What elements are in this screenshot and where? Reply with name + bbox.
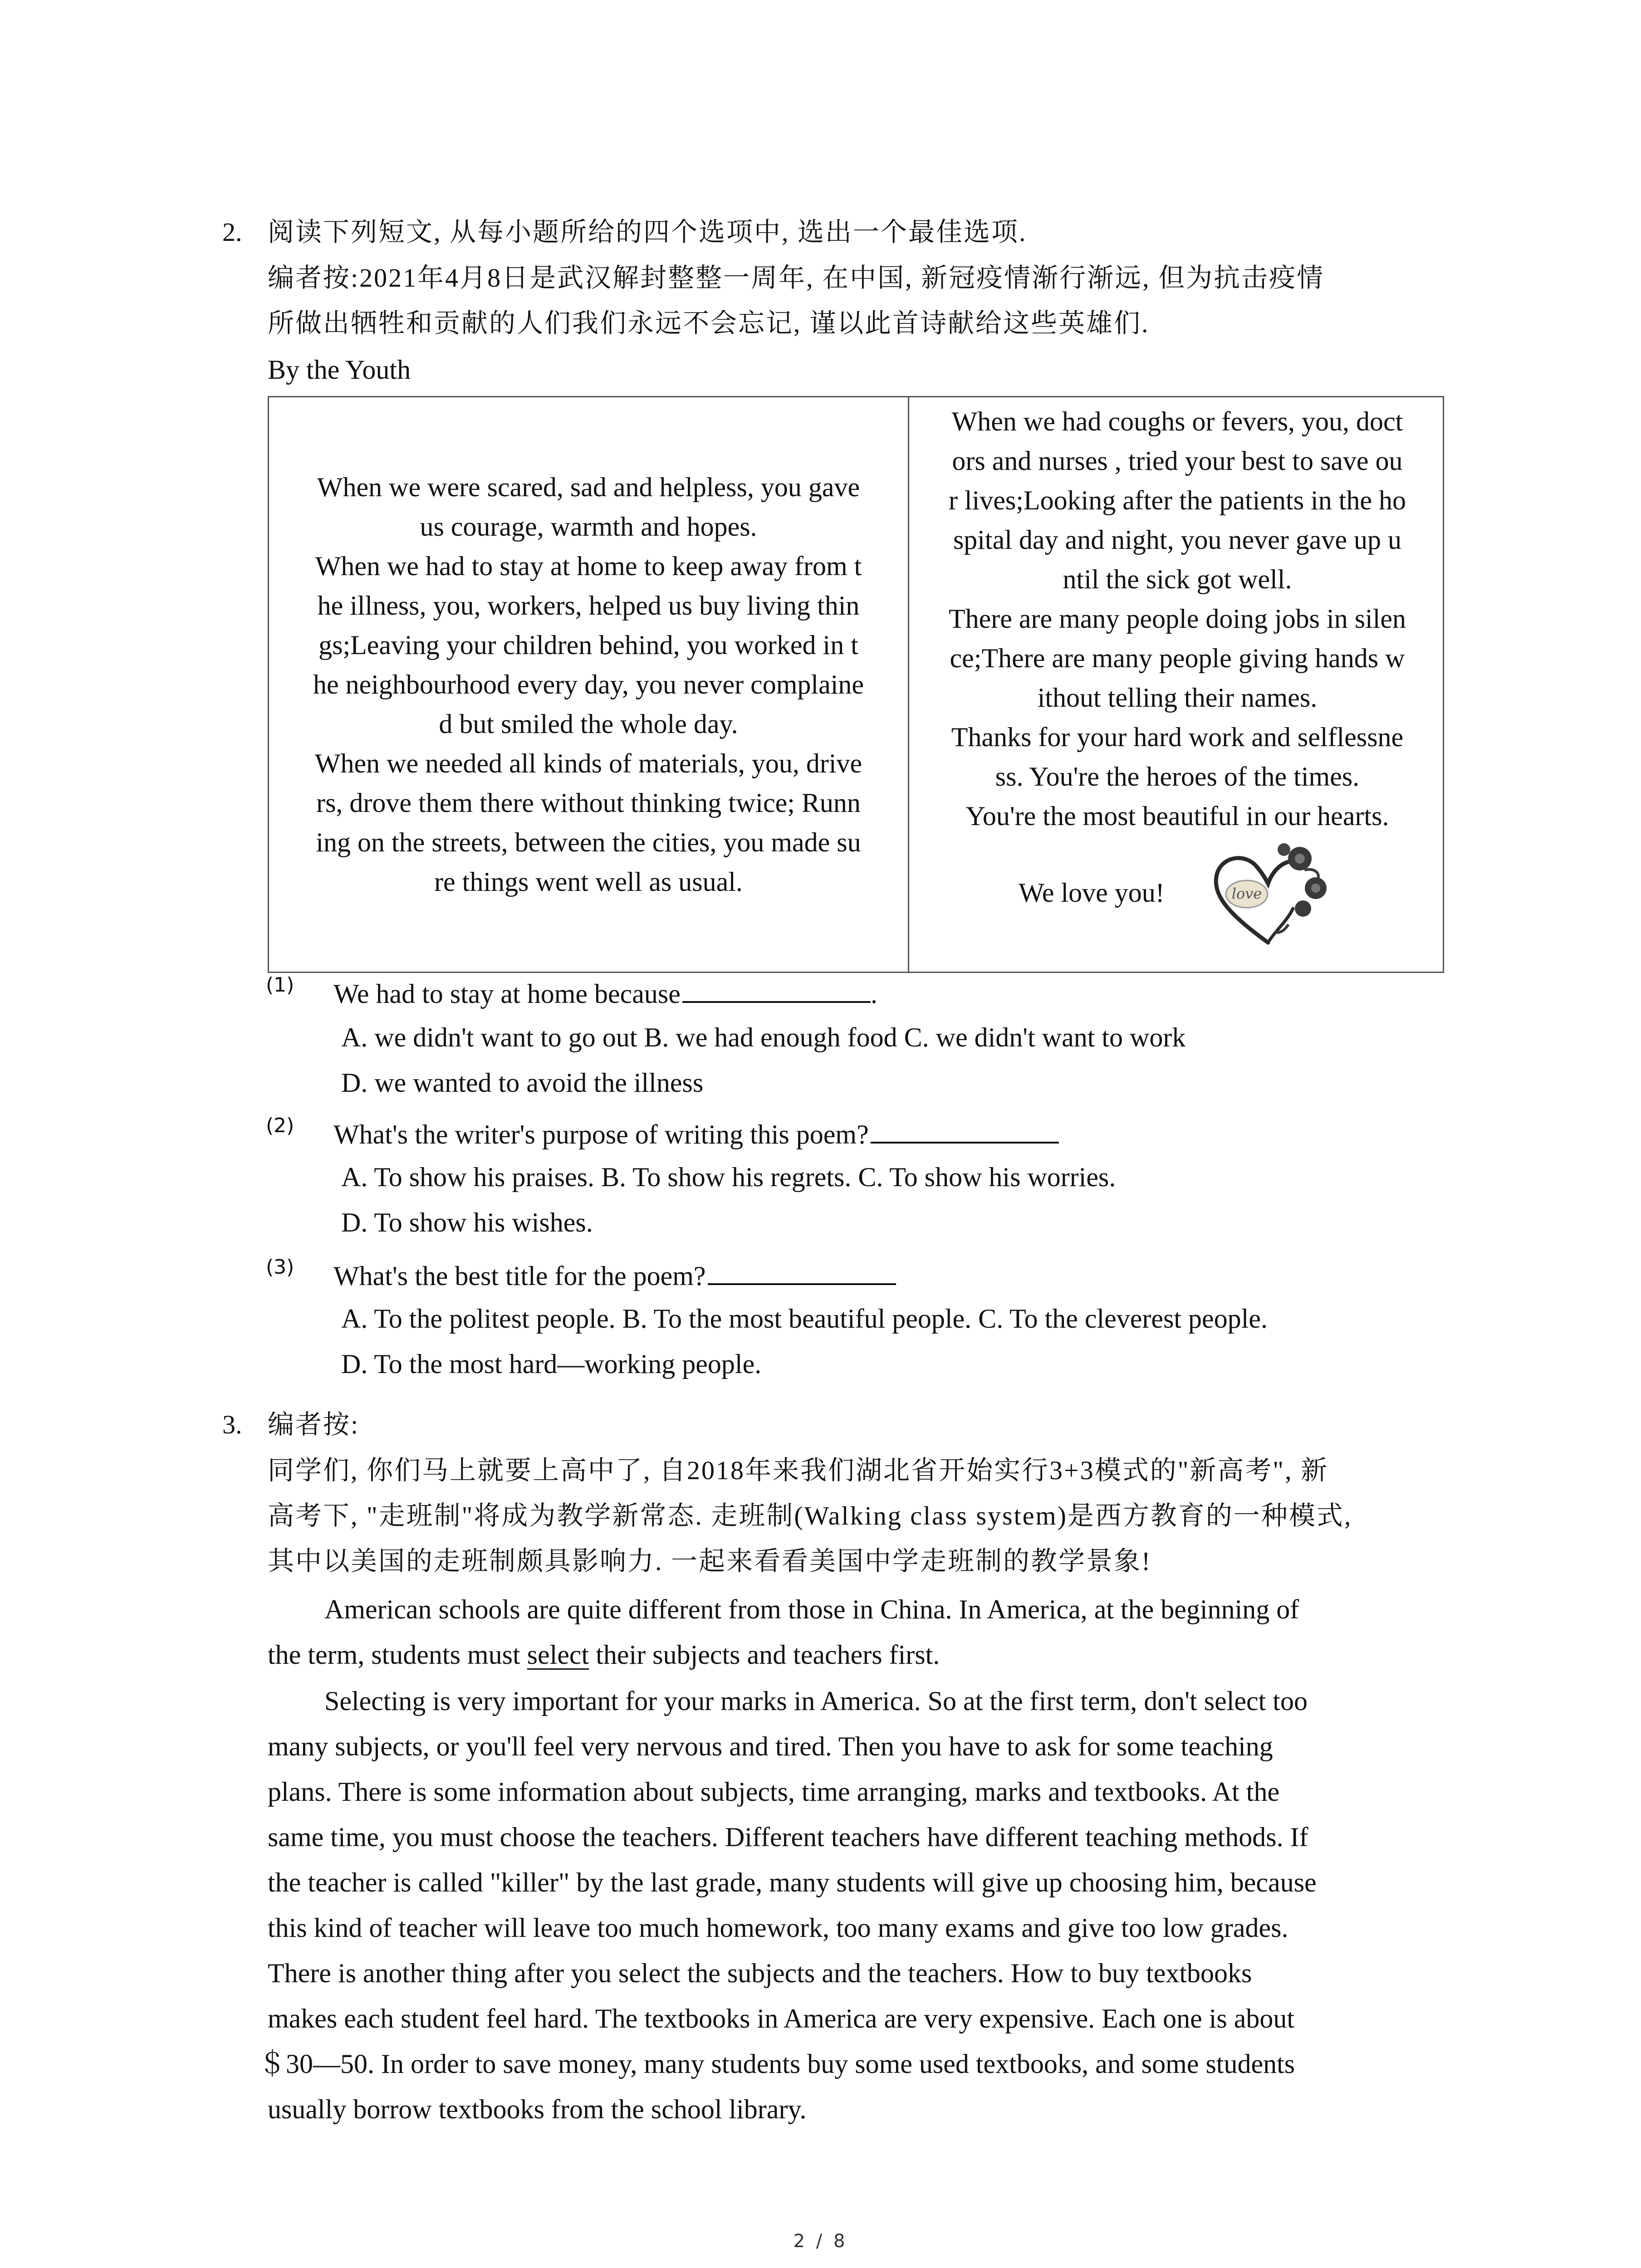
underlined-word-select: select <box>527 1640 589 1670</box>
poem-right-column <box>918 402 1436 836</box>
question-number: (3) <box>266 1256 294 1279</box>
poem-line: he illness, you, workers, helped us buy living thin <box>317 590 860 621</box>
passage-p2-line: makes each student feel hard. The textbooks in America are very expensive. Each one is about <box>268 2004 1295 2033</box>
editor-note-line-1: 编者按:2021年4月8日是武汉解封整整一周年, 在中国, 新冠疫情渐行渐远, 但为抗击疫情 <box>268 263 1325 293</box>
love-heart-icon <box>1207 841 1329 952</box>
passage-p2-line: There is another thing after you select the subjects and the teachers. How to buy textbooks <box>268 1958 1252 1988</box>
options-row: D. To show his wishes. <box>341 1207 593 1237</box>
poem-line: re things went well as usual. <box>434 866 743 897</box>
passage-p2-line: the teacher is called "killer" by the last grade, many students will give up choosing him, because <box>268 1867 1317 1897</box>
poem-line: Thanks for your hard work and selflessne <box>951 722 1404 752</box>
question-stem-text: We had to stay at home because <box>333 979 681 1009</box>
passage-text: the term, students must <box>268 1640 527 1670</box>
poem-line: he neighbourhood every day, you never complaine <box>313 669 864 699</box>
poem-line: ss. You're the heroes of the times. <box>995 762 1360 792</box>
question-3-note-line: 其中以美国的走班制颇具影响力. 一起来看看美国中学走班制的教学景象! <box>268 1546 1152 1576</box>
question-2-number: 2. <box>222 217 242 247</box>
answer-blank[interactable] <box>682 978 871 1003</box>
poem-line: ors and nurses , tried your best to save ou <box>952 446 1403 476</box>
question-2-instruction: 阅读下列短文, 从每小题所给的四个选项中, 选出一个最佳选项. <box>268 217 1027 247</box>
question-stem <box>333 1118 1059 1148</box>
poem-line: gs;Leaving your children behind, you worked in t <box>318 630 858 660</box>
poem-line: When we had to stay at home to keep away from t <box>315 551 862 581</box>
poem-line: d but smiled the whole day. <box>439 709 738 739</box>
passage-p2-line: usually borrow textbooks from the school library. <box>268 2094 807 2124</box>
question-number: (1) <box>266 973 294 997</box>
question-number: (2) <box>266 1114 294 1137</box>
passage-p2-line: same time, you must choose the teachers. Different teachers have different teaching methods. If <box>268 1822 1308 1852</box>
poem-line: us courage, warmth and hopes. <box>420 511 757 542</box>
poem-author: By the Youth <box>268 355 411 385</box>
editor-note-line-2: 所做出牺牲和贡献的人们我们永远不会忘记, 谨以此首诗献给这些英雄们. <box>268 308 1150 338</box>
poem-left-column <box>278 397 899 972</box>
question-3-note-label: 编者按: <box>268 1410 360 1439</box>
poem-table-divider <box>908 397 909 972</box>
question-stem <box>333 978 877 1007</box>
question-stem-text: What's the best title for the poem? <box>333 1261 706 1291</box>
page-number: 2 / 8 <box>793 2231 848 2252</box>
poem-line: ce;There are many people giving hands w <box>950 643 1405 673</box>
passage-p2-line: ＄30—50. In order to save money, many students buy some used textbooks, and some students <box>259 2049 1295 2079</box>
poem-line: When we had coughs or fevers, you, doct <box>951 406 1403 436</box>
poem-line: There are many people doing jobs in silen <box>948 604 1406 634</box>
poem-line: ithout telling their names. <box>1037 683 1318 713</box>
passage-p2-line: many subjects, or you'll feel very nervous and tired. Then you have to ask for some teaching <box>268 1731 1273 1761</box>
question-stem <box>333 1260 896 1290</box>
passage-text: their subjects and teachers first. <box>589 1640 940 1670</box>
poem-line: ntil the sick got well. <box>1063 564 1292 594</box>
passage-p2-line: plans. There is some information about subjects, time arranging, marks and textbooks. At the <box>268 1777 1280 1807</box>
poem-line: spital day and night, you never gave up u <box>953 525 1402 555</box>
passage-p1-line <box>268 1641 940 1668</box>
options-row: A. To the politest people. B. To the most beautiful people. C. To the cleverest people. <box>341 1304 1268 1334</box>
passage-p1-line: American schools are quite different from those in China. In America, at the beginning of <box>324 1594 1299 1624</box>
question-stem-text: What's the writer's purpose of writing this poem? <box>333 1119 869 1149</box>
question-3-note-line: 高考下, "走班制"将成为教学新常态. 走班制(Walking class system)是西方教育的一种模式, <box>268 1501 1352 1530</box>
poem-line: ing on the streets, between the cities, you made su <box>316 827 861 857</box>
poem-closing: We love you! <box>1019 878 1165 908</box>
options-row: A. To show his praises. B. To show his regrets. C. To show his worries. <box>341 1162 1116 1192</box>
question-stem-end: . <box>870 979 877 1009</box>
options-row: D. To the most hard—working people. <box>341 1349 762 1379</box>
answer-blank[interactable] <box>871 1118 1059 1144</box>
answer-blank[interactable] <box>708 1260 896 1285</box>
options-row: A. we didn't want to go out B. we had enough food C. we didn't want to work <box>341 1022 1186 1052</box>
heart-love-text: love <box>1231 885 1262 902</box>
poem-line: When we needed all kinds of materials, you, drive <box>314 748 862 778</box>
passage-p2-line: this kind of teacher will leave too much homework, too many exams and give too low grades. <box>268 1913 1288 1943</box>
poem-line: You're the most beautiful in our hearts. <box>965 801 1389 831</box>
poem-line: When we were scared, sad and helpless, you gave <box>317 472 860 502</box>
poem-line: r lives;Looking after the patients in the ho <box>948 485 1406 515</box>
passage-p2-line: Selecting is very important for your marks in America. So at the first term, don't select too <box>324 1686 1308 1716</box>
question-3-note-line: 同学们, 你们马上就要上高中了, 自2018年来我们湖北省开始实行3+3模式的"新高考", 新 <box>268 1456 1329 1485</box>
poem-line: rs, drove them there without thinking twice; Runn <box>316 787 861 818</box>
options-row: D. we wanted to avoid the illness <box>341 1068 704 1098</box>
question-3-number: 3. <box>222 1410 242 1439</box>
